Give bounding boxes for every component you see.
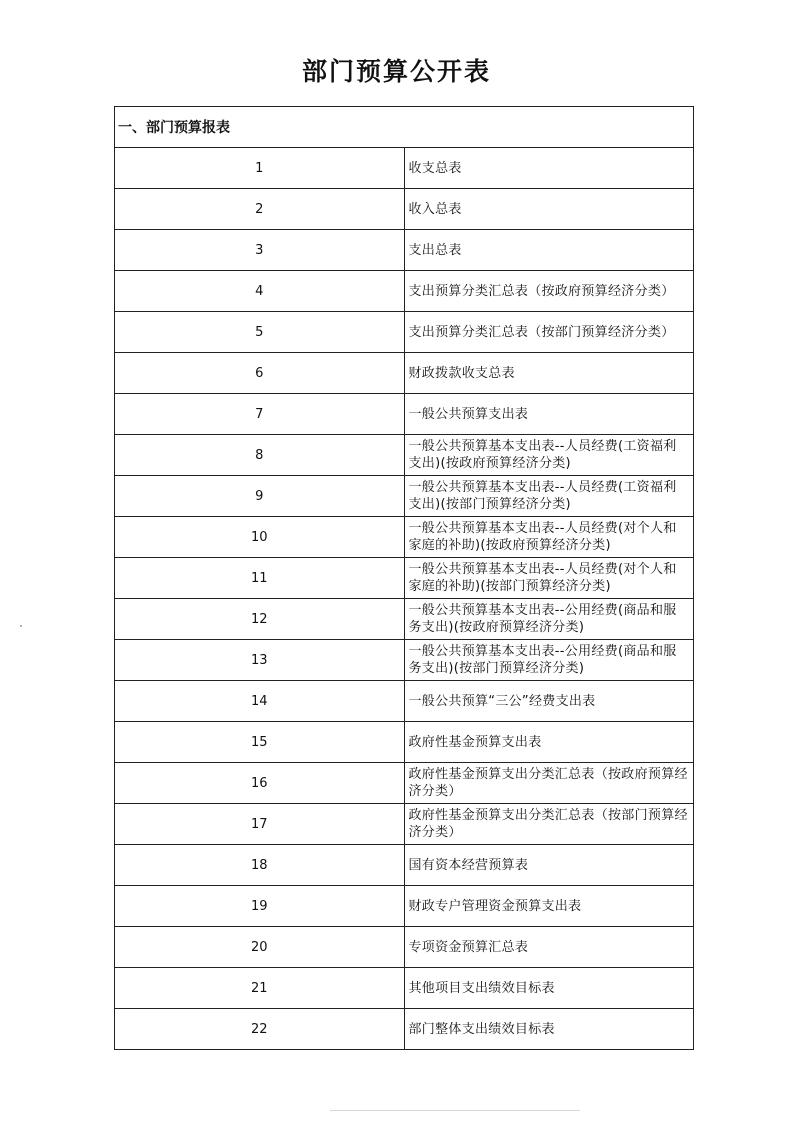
row-number: 1 (115, 148, 405, 189)
row-number: 18 (115, 845, 405, 886)
section-heading: 一、部门预算报表 (115, 107, 694, 148)
row-table-name: 一般公共预算基本支出表--人员经费(对个人和家庭的补助)(按政府预算经济分类) (404, 517, 694, 558)
row-table-name: 其他项目支出绩效目标表 (404, 968, 694, 1009)
row-number: 12 (115, 599, 405, 640)
row-table-name: 支出预算分类汇总表（按政府预算经济分类） (404, 271, 694, 312)
row-number: 7 (115, 394, 405, 435)
table-row (115, 1009, 694, 1050)
row-number: 21 (115, 968, 405, 1009)
row-number: 6 (115, 353, 405, 394)
row-number: 9 (115, 476, 405, 517)
row-table-name: 一般公共预算基本支出表--公用经费(商品和服务支出)(按政府预算经济分类) (404, 599, 694, 640)
row-table-name: 财政专户管理资金预算支出表 (404, 886, 694, 927)
row-table-name: 部门整体支出绩效目标表 (404, 1009, 694, 1050)
row-number: 14 (115, 681, 405, 722)
row-number: 2 (115, 189, 405, 230)
table-row (115, 517, 694, 558)
table-row (115, 435, 694, 476)
row-number: 15 (115, 722, 405, 763)
row-number: 17 (115, 804, 405, 845)
page-title: 部门预算公开表 (301, 57, 491, 86)
table-row (115, 640, 694, 681)
budget-table (114, 106, 694, 1050)
scan-artifact-line (330, 1110, 580, 1111)
row-number: 16 (115, 763, 405, 804)
table-row (115, 968, 694, 1009)
row-table-name: 收入总表 (404, 189, 694, 230)
row-table-name: 收支总表 (404, 148, 694, 189)
row-number: 11 (115, 558, 405, 599)
row-table-name: 政府性基金预算支出分类汇总表（按政府预算经济分类） (404, 763, 694, 804)
table-row (115, 271, 694, 312)
row-table-name: 一般公共预算支出表 (404, 394, 694, 435)
row-table-name: 财政拨款收支总表 (404, 353, 694, 394)
row-table-name: 国有资本经营预算表 (404, 845, 694, 886)
row-number: 20 (115, 927, 405, 968)
scan-speck (20, 625, 22, 627)
row-table-name: 政府性基金预算支出分类汇总表（按部门预算经济分类） (404, 804, 694, 845)
table-row (115, 189, 694, 230)
table-row (115, 599, 694, 640)
table-row (115, 558, 694, 599)
row-number: 22 (115, 1009, 405, 1050)
table-row (115, 763, 694, 804)
row-table-name: 一般公共预算基本支出表--人员经费(对个人和家庭的补助)(按部门预算经济分类) (404, 558, 694, 599)
table-row (115, 804, 694, 845)
table-row (115, 886, 694, 927)
row-number: 4 (115, 271, 405, 312)
row-table-name: 专项资金预算汇总表 (404, 927, 694, 968)
table-row (115, 353, 694, 394)
row-number: 5 (115, 312, 405, 353)
table-row (115, 230, 694, 271)
row-table-name: 一般公共预算基本支出表--人员经费(工资福利支出)(按部门预算经济分类) (404, 476, 694, 517)
row-table-name: 支出总表 (404, 230, 694, 271)
table-row (115, 722, 694, 763)
row-table-name: 一般公共预算“三公”经费支出表 (404, 681, 694, 722)
table-row (115, 681, 694, 722)
table-row (115, 476, 694, 517)
table-row (115, 927, 694, 968)
table-row (115, 394, 694, 435)
row-number: 19 (115, 886, 405, 927)
table-row (115, 312, 694, 353)
row-table-name: 支出预算分类汇总表（按部门预算经济分类） (404, 312, 694, 353)
row-number: 13 (115, 640, 405, 681)
table-row (115, 148, 694, 189)
section-header-row (115, 107, 694, 148)
row-number: 8 (115, 435, 405, 476)
row-table-name: 一般公共预算基本支出表--人员经费(工资福利支出)(按政府预算经济分类) (404, 435, 694, 476)
row-number: 3 (115, 230, 405, 271)
table-row (115, 845, 694, 886)
row-number: 10 (115, 517, 405, 558)
row-table-name: 一般公共预算基本支出表--公用经费(商品和服务支出)(按部门预算经济分类) (404, 640, 694, 681)
budget-table-container (114, 106, 694, 1050)
row-table-name: 政府性基金预算支出表 (404, 722, 694, 763)
